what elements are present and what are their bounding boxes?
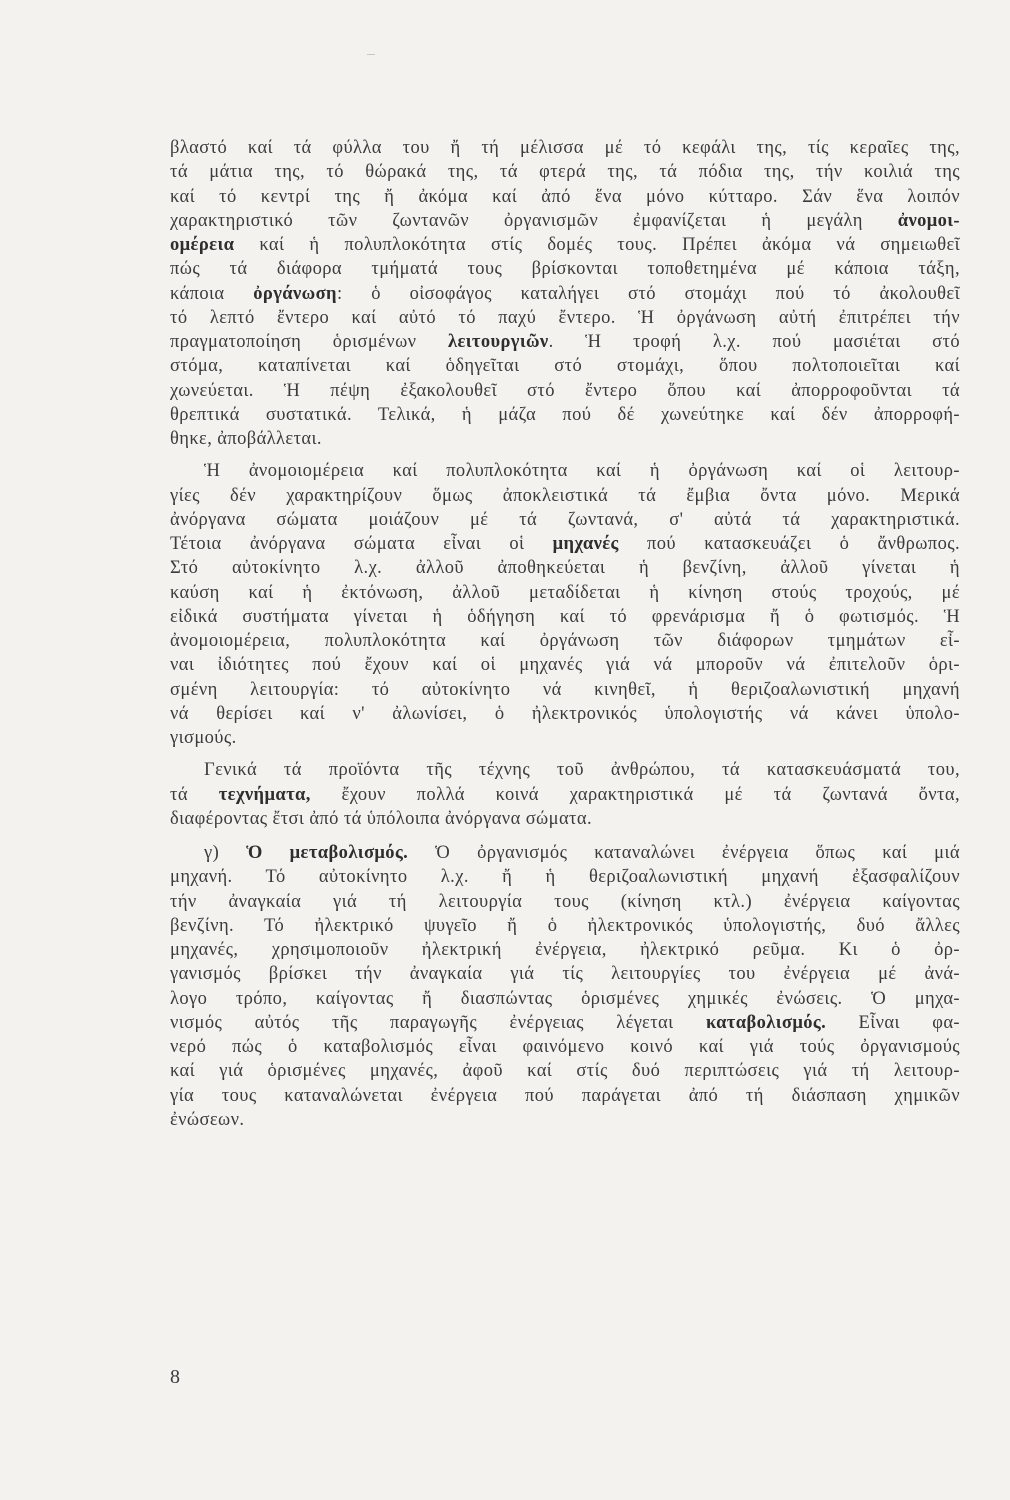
text-line: γανισμός βρίσκει τήν ἀναγκαία γιά τίς λειτουργίες του ἐνέργεια μέ ἀνά- bbox=[170, 964, 960, 985]
paragraph bbox=[170, 841, 960, 1132]
text-line: τά τεχνήματα, ἔχουν πολλά κοινά χαρακτηριστικά μέ τά ζωντανά ὄντα, bbox=[170, 784, 961, 805]
bold-term: ἀνομοι- bbox=[897, 210, 960, 231]
text-line: κάποια ὀργάνωση: ὁ οἰσοφάγος καταλήγει στό στομάχι πού τό ἀκολουθεῖ bbox=[170, 283, 960, 304]
text-line: Τέτοια ἀνόργανα σώματα εἶναι οἱ μηχανές πού κατασκευάζει ὁ ἄνθρωπος. bbox=[170, 534, 961, 554]
text-line: διαφέροντας ἔτσι ἀπό τά ὑπόλοιπα ἀνόργανα σώματα. bbox=[170, 808, 593, 829]
text-line: στόμα, καταπίνεται καί ὁδηγεῖται στό στομάχι, ὅπου πολτοποιεῖται καί bbox=[170, 356, 960, 377]
scan-mark bbox=[367, 54, 375, 55]
text-line: ἐνώσεων. bbox=[170, 1109, 245, 1130]
bold-term: Ὁ μεταβολισμός. bbox=[246, 843, 409, 863]
text-line: καύση καί ἡ ἐκτόνωση, ἀλλοῦ μεταδίδεται ἡ κίνηση στούς τροχούς, μέ bbox=[170, 582, 960, 603]
text-line: χωνεύεται. Ἡ πέψη ἐξακολουθεῖ στό ἔντερο ὅπου καί ἀπορροφοῦνται τά bbox=[170, 380, 960, 401]
bold-term: μηχανές bbox=[552, 534, 619, 554]
text-line: ομέρεια καί ἡ πολυπλοκότητα στίς δομές τους. Πρέπει ἀκόμα νά σημειωθεῖ bbox=[170, 235, 960, 255]
text-line: πώς τά διάφορα τμήματά τους βρίσκονται τοποθετημένα μέ κάποια τάξη, bbox=[170, 259, 960, 280]
text-line: βλαστό καί τά φύλλα του ἤ τή μέλισσα μέ τό κεφάλι της, τίς κεραῖες της, bbox=[170, 138, 960, 158]
text-line: τήν ἀναγκαία γιά τή λειτουργία τους (κίνηση κτλ.) ἐνέργεια καίγοντας bbox=[170, 891, 960, 912]
text-line: θρεπτικά συστατικά. Τελικά, ἡ μάζα πού δέ χωνεύτηκε καί δέν ἀπορροφή- bbox=[170, 404, 960, 425]
page-body bbox=[170, 136, 960, 1132]
bold-term: καταβολισμός. bbox=[705, 1012, 827, 1033]
bold-term: τεχνήματα, bbox=[218, 784, 311, 805]
text-line: γία τους καταναλώνεται ἐνέργεια πού παράγεται ἀπό τή διάσπαση χημικῶν bbox=[170, 1085, 960, 1106]
text-line: νά θερίσει καί ν' ἀλωνίσει, ὁ ἠλεκτρονικός ὑπολογιστής νά κάνει ὑπολο- bbox=[170, 703, 960, 724]
text-line: Στό αὐτοκίνητο λ.χ. ἀλλοῦ ἀποθηκεύεται ἡ βενζίνη, ἀλλοῦ γίνεται ἡ bbox=[170, 558, 960, 579]
text-line: Γενικά τά προϊόντα τῆς τέχνης τοῦ ἀνθρώπου, τά κατασκευάσματά του, bbox=[204, 760, 960, 781]
text-line: τό λεπτό ἔντερο καί αὐτό τό παχύ ἔντερο. Ἡ ὀργάνωση αὐτή ἐπιτρέπει τήν bbox=[170, 307, 960, 328]
paragraph bbox=[170, 459, 960, 750]
text-line: ἀνόργανα σώματα μοιάζουν μέ τά ζωντανά, σ' αὐτά τά χαρακτηριστικά. bbox=[170, 509, 960, 530]
text-line: γισμούς. bbox=[170, 728, 237, 748]
bold-term: ὀργάνωση bbox=[253, 283, 337, 304]
text-line: λογο τρόπο, καίγοντας ἤ διασπώντας ὁρισμένες χημικές ἐνώσεις. Ὁ μηχα- bbox=[170, 988, 960, 1009]
text-line: μηχανές, χρησιμοποιοῦν ἠλεκτρική ἐνέργεια, ἠλεκτρικό ρεῦμα. Κι ὁ ὀρ- bbox=[170, 940, 960, 960]
text-line: καί γιά ὁρισμένες μηχανές, ἀφοῦ καί στίς δυό περιπτώσεις γιά τή λειτουρ- bbox=[170, 1061, 960, 1082]
text-line: γ) Ὁ μεταβολισμός. Ὁ ὀργανισμός καταναλώνει ἐνέργεια ὅπως καί μιά bbox=[204, 843, 960, 863]
paragraph bbox=[170, 758, 960, 831]
text-line: θηκε, ἀποβάλλεται. bbox=[170, 429, 322, 449]
text-line: εἰδικά συστήματα γίνεται ἡ ὁδήγηση καί τό φρενάρισμα ἤ ὁ φωτισμός. Ἡ bbox=[170, 606, 960, 627]
paragraph bbox=[170, 136, 960, 451]
text-line: πραγματοποίηση ὁρισμένων λειτουργιῶν. Ἡ τροφή λ.χ. πού μασιέται στό bbox=[170, 332, 961, 352]
text-line: ναι ἰδιότητες πού ἔχουν καί οἱ μηχανές γιά νά μποροῦν νά ἐπιτελοῦν ὁρι- bbox=[170, 655, 960, 676]
page-number: 8 bbox=[170, 1366, 180, 1388]
text-line: σμένη λειτουργία: τό αὐτοκίνητο νά κινηθεῖ, ἡ θεριζοαλωνιστική μηχανή bbox=[170, 679, 960, 700]
text-line: χαρακτηριστικό τῶν ζωντανῶν ὀργανισμῶν ἐμφανίζεται ἡ μεγάλη ἀνομοι- bbox=[170, 210, 960, 231]
text-line: νισμός αὐτός τῆς παραγωγῆς ἐνέργειας λέγεται καταβολισμός. Εἶναι φα- bbox=[170, 1012, 960, 1033]
text-line: γίες δέν χαρακτηρίζουν ὅμως ἀποκλειστικά τά ἔμβια ὄντα μόνο. Μερικά bbox=[170, 485, 960, 506]
text-line: ἀνομοιομέρεια, πολυπλοκότητα καί ὀργάνωση τῶν διάφορων τμημάτων εἶ- bbox=[170, 631, 960, 651]
text-line: τά μάτια της, τό θώρακά της, τά φτερά της, τά πόδια της, τήν κοιλιά της bbox=[170, 162, 960, 183]
bold-term: ομέρεια bbox=[170, 235, 235, 255]
bold-term: λειτουργιῶν bbox=[447, 332, 549, 352]
text-line: μηχανή. Τό αὐτοκίνητο λ.χ. ἤ ἡ θεριζοαλωνιστική μηχανή ἐξασφαλίζουν bbox=[170, 867, 960, 888]
text-line: νερό πώς ὁ καταβολισμός εἶναι φαινόμενο κοινό καί γιά τούς ὀργανισμούς bbox=[170, 1037, 960, 1057]
text-line: καί τό κεντρί της ἤ ἀκόμα καί ἀπό ἕνα μόνο κύτταρο. Σάν ἕνα λοιπόν bbox=[170, 186, 960, 207]
text-line: βενζίνη. Τό ἠλεκτρικό ψυγεῖο ἤ ὁ ἠλεκτρονικός ὑπολογιστής, δυό ἄλλες bbox=[170, 915, 960, 936]
text-line: Ἡ ἀνομοιομέρεια καί πολυπλοκότητα καί ἡ ὀργάνωση καί οἱ λειτουρ- bbox=[204, 461, 960, 482]
